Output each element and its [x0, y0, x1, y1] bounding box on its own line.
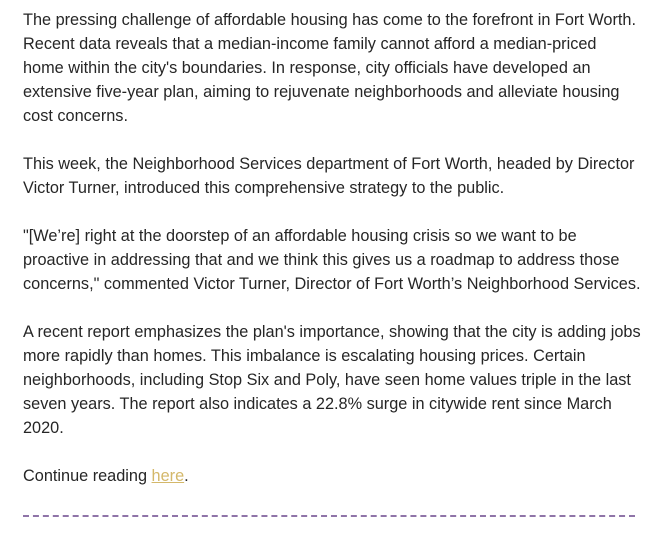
continue-reading-link[interactable]: here — [151, 467, 185, 485]
article-paragraph: The pressing challenge of affordable housing has come to the forefront in Fort Worth. Recent data reveals that a median-income family cannot afford a median-priced home within the city's boundaries. In response, city officials have developed an extensive five-year plan, aiming to rejuvenate neighborhoods and alleviate housing cost concerns. — [23, 11, 637, 125]
continue-reading-text: Continue reading — [23, 467, 152, 485]
dashed-divider — [23, 515, 635, 517]
article-paragraph: A recent report emphasizes the plan's importance, showing that the city is adding jobs more rapidly than homes. This imbalance is escalating housing prices. Certain neighborhoods, including Stop Six and Poly, have seen home values triple in the last seven years. The report also indicates a 22.8% surge in citywide rent since March 2020. — [23, 323, 641, 437]
continue-reading-period: . — [184, 467, 189, 485]
article-body — [23, 8, 641, 488]
article-paragraph: "[We’re] right at the doorstep of an affordable housing crisis so we want to be proactive in addressing that and we think this gives us a roadmap to address those concerns," commented Victor Turner, Director of Fort Worth’s Neighborhood Services. — [23, 227, 641, 293]
continue-reading — [23, 464, 641, 488]
article-paragraph: This week, the Neighborhood Services department of Fort Worth, headed by Director Victor Turner, introduced this comprehensive strategy to the public. — [23, 155, 635, 197]
